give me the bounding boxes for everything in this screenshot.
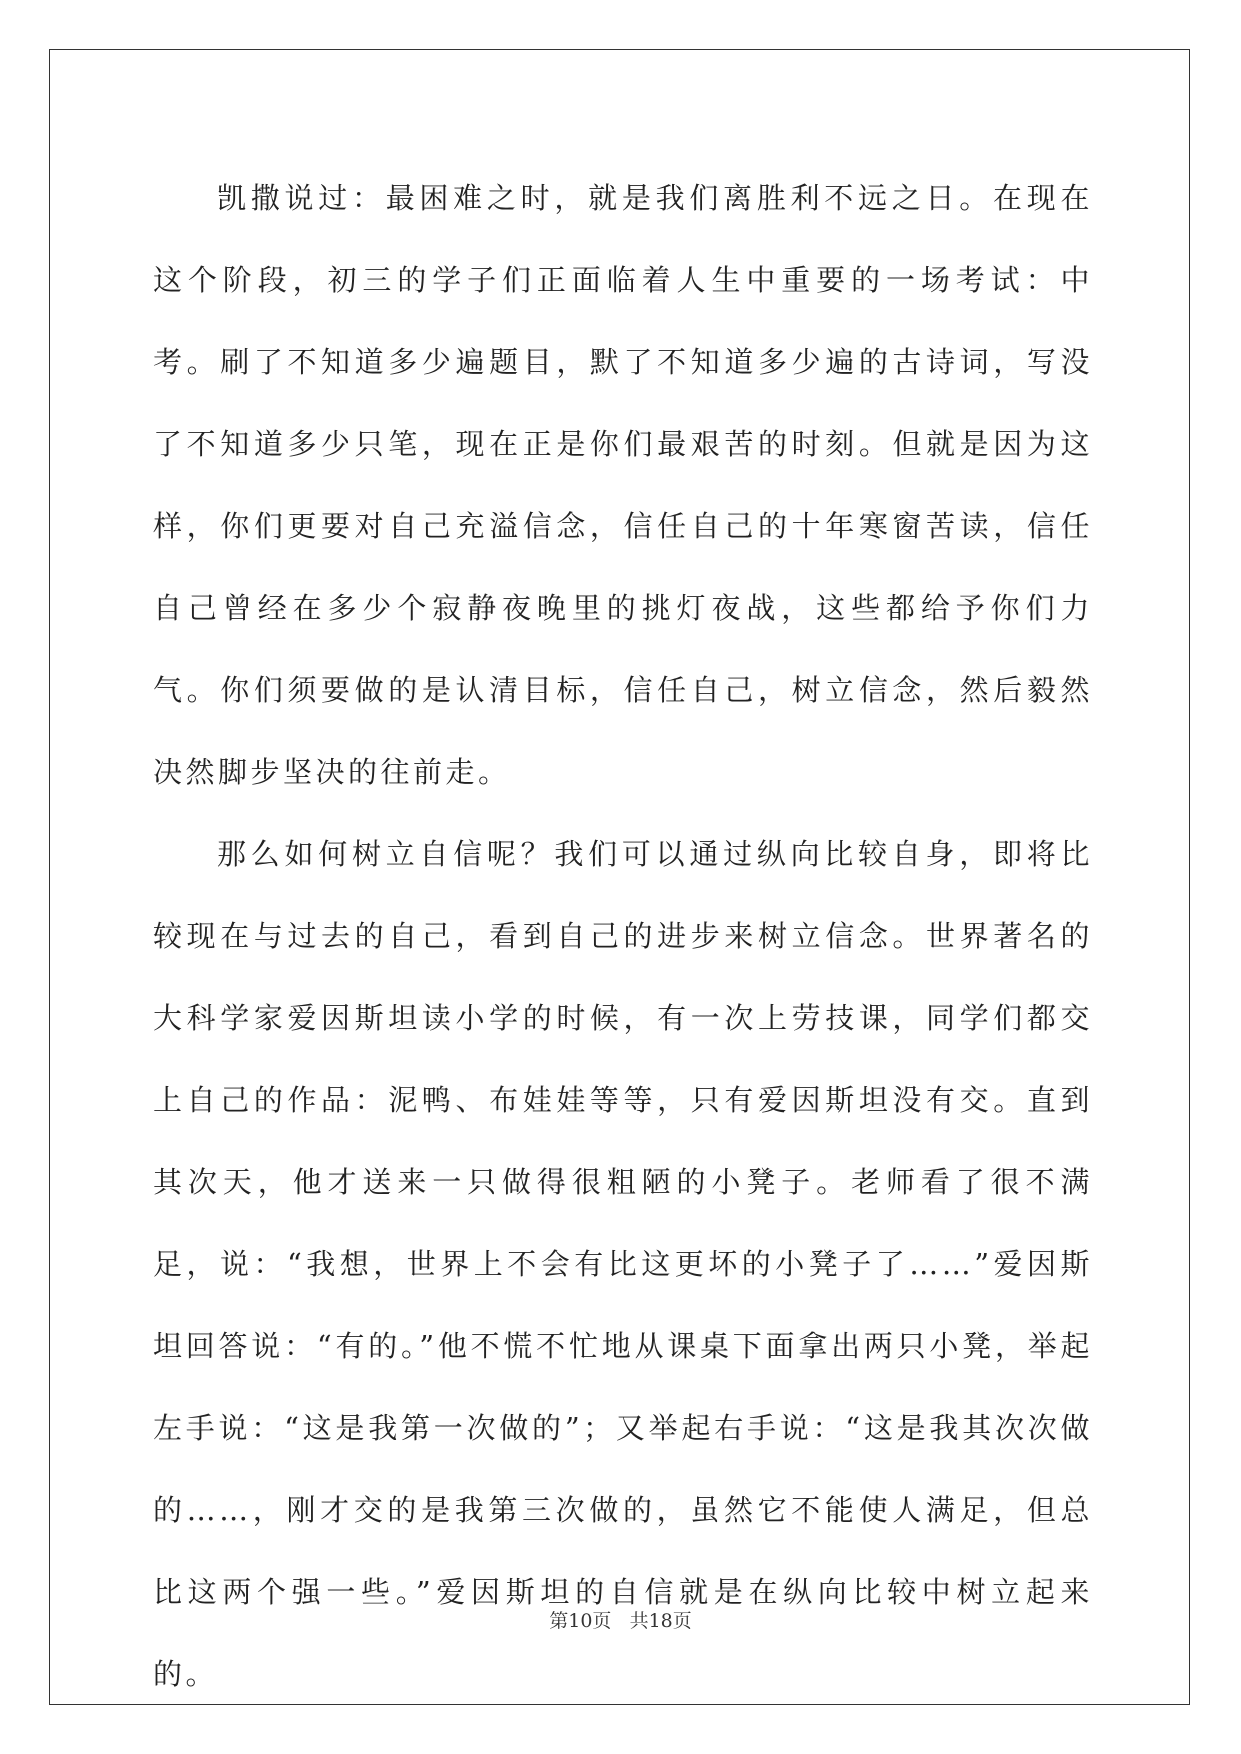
paragraph-2: 那么如何树立自信呢？我们可以通过纵向比较自身，即将比较现在与过去的自己，看到自己的进步来树立信念。世界著名的大科学家爱因斯坦读小学的时候，有一次上劳技课，同学们都交上自己的作品：泥鸭、布娃娃等等，只有爱因斯坦没有交。直到其次天，他才送来一只做得很粗陋的小凳子。老师看了很不满足，说：“我想，世界上不会有比这更坏的小凳子了……”爱因斯坦回答说：“有的。”他不慌不忙地从课桌下面拿出两只小凳，举起左手说：“这是我第一次做的”；又举起右手说：“这是我其次次做的……，刚才交的是我第三次做的，虽然它不能使人满足，但总比这两个强一些。”爱因斯坦的自信就是在纵向比较中树立起来的。	[153, 837, 1093, 1691]
page-footer	[0, 1606, 1241, 1633]
document-body	[153, 157, 1093, 1715]
paragraph-1: 凯撒说过：最困难之时，就是我们离胜利不远之日。在现在这个阶段，初三的学子们正面临着人生中重要的一场考试：中考。刷了不知道多少遍题目，默了不知道多少遍的古诗词，写没了不知道多少只笔，现在正是你们最艰苦的时刻。但就是因为这样，你们更要对自己充溢信念，信任自己的十年寒窗苦读，信任自己曾经在多少个寂静夜晚里的挑灯夜战，这些都给予你们力气。你们须要做的是认清目标，信任自己，树立信念，然后毅然决然脚步坚决的往前走。	[153, 181, 1093, 789]
page-total: 共18页	[629, 1610, 692, 1632]
page-number: 第10页	[549, 1610, 612, 1632]
